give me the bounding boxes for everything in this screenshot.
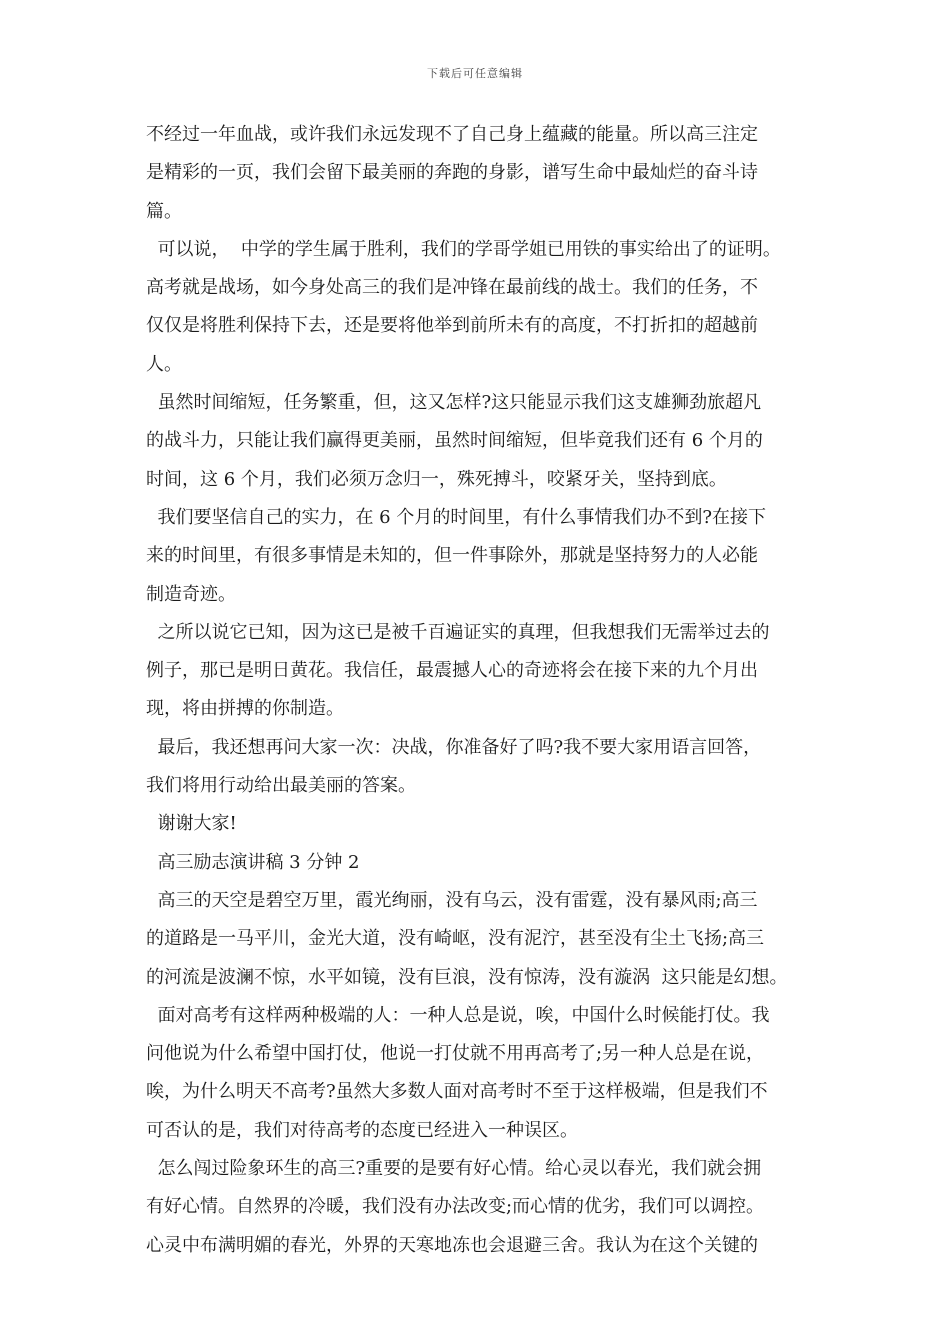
text-line: 的战斗力，只能让我们赢得更美丽，虽然时间缩短，但毕竟我们还有 6 个月的 <box>146 430 763 452</box>
text-line: 不经过一年血战，或许我们永远发现不了自己身上蕴藏的能量。所以高三注定 <box>146 124 758 145</box>
text-line: 高三的天空是碧空万里，霞光绚丽，没有乌云，没有雷霆，没有暴风雨;高三 <box>146 889 758 911</box>
text-line: 之所以说它已知，因为这已是被千百遍证实的真理，但我想我们无需举过去的 <box>146 621 770 643</box>
text-line: 现，将由拼搏的你制造。 <box>146 698 344 720</box>
text-line: 面对高考有这样两种极端的人：一种人总是说，唉，中国什么时候能打仗。我 <box>146 1004 770 1026</box>
text-line: 问他说为什么希望中国打仗，他说一打仗就不用再高考了;另一种人总是在说， <box>146 1043 765 1065</box>
text-line: 人。 <box>146 353 182 375</box>
text-line: 怎么闯过险象环生的高三?重要的是要有好心情。给心灵以春光，我们就会拥 <box>146 1158 762 1180</box>
document-body <box>146 116 818 1265</box>
text-line: 的道路是一马平川，金光大道，没有崎岖，没有泥泞，甚至没有尘土飞扬;高三 <box>146 928 765 950</box>
text-line: 的河流是波澜不惊，水平如镜，没有巨浪，没有惊涛，没有漩涡 这只能是幻想。 <box>146 966 788 988</box>
text-line: 时间，这 6 个月，我们必须万念归一，殊死搏斗，咬紧牙关，坚持到底。 <box>146 468 727 490</box>
text-line: 最后，我还想再问大家一次：决战，你准备好了吗?我不要大家用语言回答， <box>146 736 762 758</box>
text-line: 我们将用行动给出最美丽的答案。 <box>146 775 416 797</box>
page-header: 下载后可任意编辑 <box>427 67 523 80</box>
text-line: 可否认的是，我们对待高考的态度已经进入一种误区。 <box>146 1119 578 1141</box>
text-line: 例子，那已是明日黄花。我信任，最震撼人心的奇迹将会在接下来的九个月出 <box>146 660 758 682</box>
text-line: 是精彩的一页，我们会留下最美丽的奔跑的身影，谱写生命中最灿烂的奋斗诗 <box>146 162 758 184</box>
text-line: 虽然时间缩短，任务繁重，但，这又怎样?这只能显示我们这支雄狮劲旅超凡 <box>146 392 762 414</box>
text-line: 来的时间里，有很多事情是未知的，但一件事除外，那就是坚持努力的人必能 <box>146 545 758 567</box>
text-line: 我们要坚信自己的实力，在 6 个月的时间里，有什么事情我们办不到?在接下 <box>146 506 766 528</box>
text-line: 制造奇迹。 <box>146 583 236 605</box>
text-line: 仅仅是将胜利保持下去，还是要将他举到前所未有的高度，不打折扣的超越前 <box>146 315 758 337</box>
text-line: 高考就是战场，如今身处高三的我们是冲锋在最前线的战士。我们的任务，不 <box>146 277 758 299</box>
text-line: 有好心情。自然界的冷暖，我们没有办法改变;而心情的优劣，我们可以调控。 <box>146 1196 765 1218</box>
text-line: 心灵中布满明媚的春光，外界的天寒地冻也会退避三舍。我认为在这个关键的 <box>146 1234 758 1256</box>
text-line: 唉，为什么明天不高考?虽然大多数人面对高考时不至于这样极端，但是我们不 <box>146 1081 768 1103</box>
section-heading: 高三励志演讲稿 3 分钟 2 <box>146 851 360 873</box>
text-line: 可以说， 中学的学生属于胜利，我们的学哥学姐已用铁的事实给出了的证明。 <box>146 238 781 260</box>
text-line: 篇。 <box>146 200 182 222</box>
text-line: 谢谢大家! <box>146 813 237 835</box>
